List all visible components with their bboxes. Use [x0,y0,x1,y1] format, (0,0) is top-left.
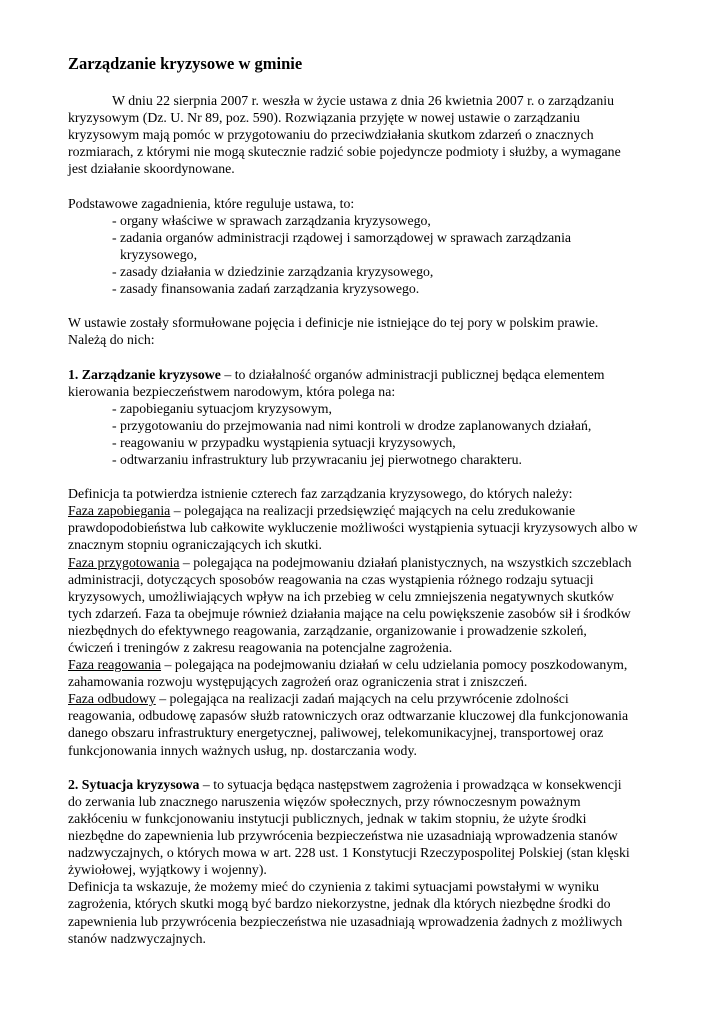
text-line: stanów nadzwyczajnych. [68,930,206,946]
list-item: - zasady finansowania zadań zarządzania kryzysowego. [112,281,420,297]
text-line: reagowania, odbudowę zapasów służb ratowniczych oraz odtwarzanie kluczowej dla funkcjonowania [68,708,629,724]
phase-preparation-name: Faza przygotowania [68,554,180,570]
basic-issues-section [68,195,668,298]
text-line: niezbędnych do efektywnego reagowania, zarządzanie, organizowanie i prowadzenie szkoleń, [68,622,587,638]
phases-lead: Definicja ta potwierdza istnienie czterech faz zarządzania kryzysowego, do których należy: [68,486,573,502]
phase-text: – polegająca na podejmowaniu działań w celu udzielania pomocy poszkodowanym, [161,657,628,673]
list-item: - zapobieganiu sytuacjom kryzysowym, [112,400,332,416]
text-line: zakłóceniu w funkcjonowaniu instytucji publicznych, jednak w takim stopniu, że użyte środki [68,810,587,826]
text-line: nadzwyczajnych, o których mowa w art. 228 ust. 1 Konstytucji Rzeczypospolitej Polskiej (stan klęski [68,845,630,861]
phase-prevention-line [68,502,668,519]
definition-first-line [68,776,668,793]
text-line: danego obszaru infrastruktury energetycznej, paliwowej, telekomunikacyjnej, transportowej oraz [68,725,604,741]
document-body [68,92,668,947]
text-line: kryzysowym (Dz. U. Nr 89, poz. 590). Rozwiązania przyjęte w nowej ustawie o zarządzaniu [68,110,580,126]
phase-text: – polegająca na podejmowaniu działań planistycznych, na wszystkich szczeblach [179,554,632,570]
text-line: zahamowania rozwoju występujących zagrożeń oraz ograniczenia strat i zniszczeń. [68,674,528,690]
list-item: - przygotowaniu do przejmowania nad nimi kontroli w drodze zaplanowanych działań, [112,417,592,433]
text-line: W dniu 22 sierpnia 2007 r. weszła w życie ustawa z dnia 26 kwietnia 2007 r. o zarządzaniu [112,93,615,108]
phase-text: – polegająca na realizacji zadań mających na celu przywrócenie zdolności [155,691,569,707]
basic-issues-lead: Podstawowe zagadnienia, które reguluje ustawa, to: [68,195,355,211]
definition-first-line [68,366,668,383]
list-item-continuation: kryzysowego, [120,246,198,262]
text-line: Definicja ta wskazuje, że możemy mieć do czynienia z takimi sytuacjami powstałymi w wyniku [68,879,600,895]
list-item: - zadania organów administracji rządowej i samorządowej w sprawach zarządzania [112,229,572,245]
phase-recovery-line [68,690,668,707]
page-title: Zarządzanie kryzysowe w gminie [68,54,303,73]
text-line: do zerwania lub znacznego naruszenia więzów społecznych, przy równoczesnym poważnym [68,793,581,809]
text-line: W ustawie zostały sformułowane pojęcia i definicje nie istniejące do tej pory w polskim prawie. [68,315,599,331]
text-line: funkcjonowania innych ważnych usług, np. dostarczania wody. [68,742,417,758]
text-line: tych zdarzeń. Faza ta obejmuje również działania mające na celu powiększenie zasobów sił i środków [68,605,631,621]
list-item: - odtwarzaniu infrastruktury lub przywracaniu jej pierwotnego charakteru. [112,451,522,467]
phase-response-name: Faza reagowania [68,657,162,673]
phase-prevention-name: Faza zapobiegania [68,503,171,519]
list-item: - zasady działania w dziedzinie zarządzania kryzysowego, [112,263,434,279]
definition-text: – to działalność organów administracji publicznej będąca elementem [220,366,605,382]
phase-recovery-name: Faza odbudowy [68,691,156,707]
phase-response-line [68,656,668,673]
text-line: prawdopodobieństwa lub całkowite wykluczenie możliwości wystąpienia sytuacji kryzysowych albo w [68,520,638,536]
text-line: Należą do nich: [68,332,155,348]
text-line: kierowania bezpieczeństwem narodowym, która polega na: [68,383,396,399]
text-line: niezbędne do zapewnienia lub przywrócenia bezpieczeństwa nie uzasadniają wprowadzenia stanów [68,828,618,844]
text-line: zagrożenia, których skutki mogą być bardzo niekorzystne, jednak dla których niezbędne środki do [68,896,611,912]
text-line: żywiołowej, wyjątkowy i wojenny). [68,862,267,878]
definition-term: 1. Zarządzanie kryzysowe [68,366,221,382]
paragraph-gap [68,348,668,365]
definition-term: 2. Sytuacja kryzysowa [68,776,200,792]
phase-text: – polegająca na realizacji przedsięwzięć mających na celu zredukowanie [170,503,576,519]
list-item: - organy właściwe w sprawach zarządzania kryzysowego, [112,212,431,228]
definition-crisis-situation [68,776,668,947]
text-line: ćwiczeń i treningów z zakresu reagowania na potencjalne zagrożenia. [68,640,453,655]
text-line: zapewnienia lub przywrócenia bezpieczeństwa nie uzasadniają wprowadzenia żadnych z możliwych [68,913,623,929]
text-line: administracji, dotyczących sposobów reagowania na czas wystąpienia różnego rodzaju sytuacji [68,571,594,587]
paragraph-gap [68,297,668,314]
text-line: jest działanie skoordynowane. [68,161,235,177]
text-line: rozmiarach, z którymi nie mogą skutecznie radzić sobie pojedyncze podmioty i służby, a wymagane [68,144,621,160]
list-item: - reagowaniu w przypadku wystąpienia sytuacji kryzysowych, [112,434,456,450]
intro-paragraph [68,92,668,177]
definition-text: – to sytuacja będąca następstwem zagrożenia i prowadząca w konsekwencji [199,776,622,792]
concepts-paragraph [68,314,668,348]
paragraph-gap [68,177,668,194]
definition-crisis-management [68,366,668,469]
text-line: znacznym stopniu ograniczających ich skutki. [68,537,323,553]
text-line: kryzysowym mają pomóc w przygotowaniu do przeciwdziałania skutkom zdarzeń o znacznych [68,127,594,143]
phases-section [68,485,668,759]
paragraph-gap [68,468,668,485]
text-line: kryzysowych, umożliwiających wpływ na ich przebieg w celu zmniejszenia negatywnych skutków [68,588,614,604]
phase-preparation-line [68,554,668,571]
paragraph-gap [68,759,668,776]
